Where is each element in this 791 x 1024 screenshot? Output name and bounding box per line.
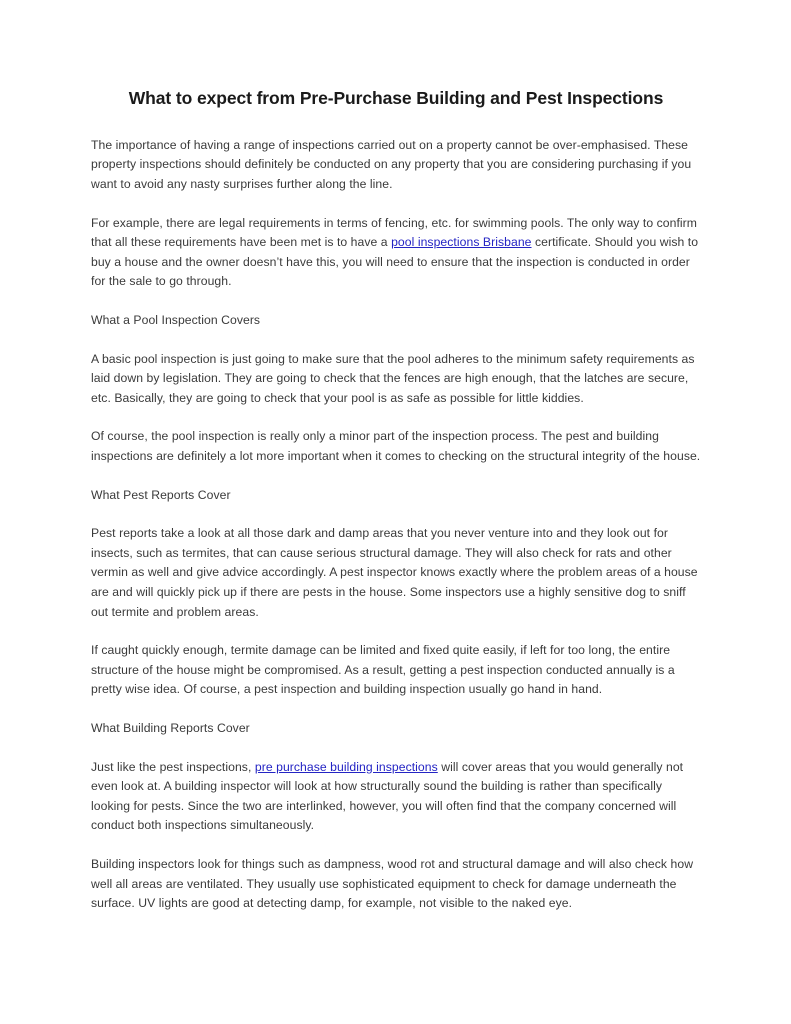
paragraph-text-after: will cover areas that you would generally not even look at. A building inspector will look at how structurally sound the building is rather than specifically looking for pests. Since the two are interlinked, however, you will often find that the company concerned will conduct both inspections simultaneously. — [91, 759, 684, 833]
page-title: What to expect from Pre-Purchase Building and Pest Inspections — [128, 88, 664, 108]
building-inspectors-detail-paragraph: Building inspectors look for things such as dampness, wood rot and structural damage and will also check how well all areas are ventilated. They usually use sophisticated equipment to check for damage underneath the surface. UV lights are good at detecting damp, for example, not visible to the naked eye. — [91, 856, 694, 911]
link-pool-inspections-brisbane[interactable]: pool inspections Brisbane — [391, 235, 532, 250]
pest-reports-detail-paragraph: Pest reports take a look at all those dark and damp areas that you never venture into and they look out for insects, such as termites, that can cause serious structural damage. They will also check for rats and other vermin as well and give advice accordingly. A pest inspector knows exactly where the problem areas of a house are and will quickly pick up if there are pests in the house. Some inspectors use a highly sensitive dog to sniff out termite and problem areas. — [91, 526, 698, 619]
document-content — [91, 88, 701, 933]
link-pre-purchase-building-inspections[interactable]: pre purchase building inspections — [254, 759, 438, 774]
paragraph-text-before: Just like the pest inspections, — [91, 759, 255, 774]
heading-building-reports-cover: What Building Reports Cover — [91, 720, 250, 735]
termite-damage-paragraph: If caught quickly enough, termite damage can be limited and fixed quite easily, if left for too long, the entire structure of the house might be compromised. As a result, getting a pest inspection conducted annually is a pretty wise idea. Of course, a pest inspection and building inspection usually go hand in hand. — [91, 643, 675, 697]
pool-legal-requirements-paragraph — [91, 214, 701, 292]
paragraph-text-before: For example, there are legal requirements in terms of fencing, etc. for swimming pools. The only way to confirm that all these requirements have been met is to have a — [91, 215, 698, 250]
pool-inspection-detail-paragraph: A basic pool inspection is just going to make sure that the pool adheres to the minimum safety requirements as laid down by legislation. They are going to check that the fences are high enough, that the latches are secure, etc. Basically, they are going to check that your pool is as safe as possible for little kiddies. — [91, 351, 695, 405]
pool-minor-part-paragraph: Of course, the pool inspection is really only a minor part of the inspection process. The pest and building inspections are definitely a lot more important when it comes to checking on the structural integrity of the house. — [91, 429, 701, 463]
building-inspections-paragraph — [91, 758, 701, 836]
heading-pest-reports-cover: What Pest Reports Cover — [91, 487, 231, 502]
intro-paragraph: The importance of having a range of inspections carried out on a property cannot be over-emphasised. These property inspections should definitely be conducted on any property that you are considering purchasing if you want to avoid any nasty surprises further along the line. — [91, 137, 692, 192]
paragraph-text-after: certificate. Should you wish to buy a house and the owner doesn’t have this, you will need to ensure that the inspection is conducted in order for the sale to go through. — [91, 235, 699, 289]
heading-pool-inspection-covers: What a Pool Inspection Covers — [91, 313, 261, 328]
